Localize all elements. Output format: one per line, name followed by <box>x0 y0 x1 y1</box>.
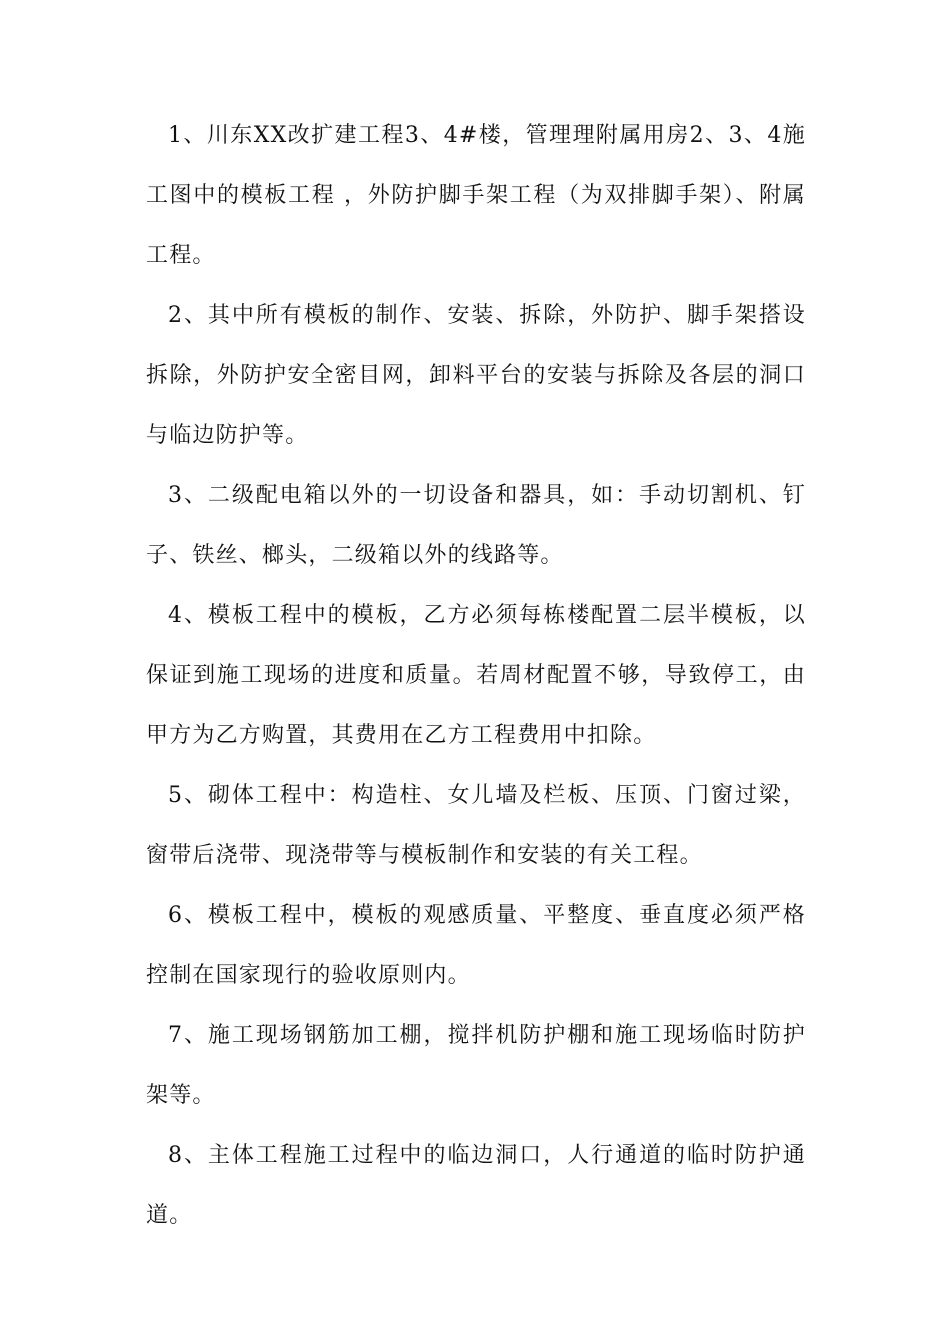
paragraph-5: 5、砌体工程中：构造柱、女儿墙及栏板、压顶、门窗过梁，窗带后浇带、现浇带等与模板制作和安装的有关工程。 <box>146 783 806 868</box>
document-body <box>146 106 806 1246</box>
paragraph-4: 4、模板工程中的模板，乙方必须每栋楼配置二层半模板，以保证到施工现场的进度和质量。若周材配置不够，导致停工，由甲方为乙方购置，其费用在乙方工程费用中扣除。 <box>146 603 806 748</box>
paragraph-2: 2、其中所有模板的制作、安装、拆除，外防护、脚手架搭设拆除，外防护安全密目网，卸料平台的安装与拆除及各层的洞口与临边防护等。 <box>146 303 806 448</box>
paragraph-8: 8、主体工程施工过程中的临边洞口，人行通道的临时防护通道。 <box>146 1143 806 1228</box>
paragraph-7: 7、施工现场钢筋加工棚，搅拌机防护棚和施工现场临时防护架等。 <box>146 1023 806 1108</box>
paragraph-6: 6、模板工程中，模板的观感质量、平整度、垂直度必须严格控制在国家现行的验收原则内。 <box>146 903 806 988</box>
paragraph-1: 1、川东XX改扩建工程3、4#楼，管理理附属用房2、3、4施工图中的模板工程 ，外防护脚手架工程（为双排脚手架）、附属工程。 <box>146 123 806 268</box>
paragraph-3: 3、二级配电箱以外的一切设备和器具，如：手动切割机、钉子、铁丝、榔头，二级箱以外的线路等。 <box>146 483 806 568</box>
